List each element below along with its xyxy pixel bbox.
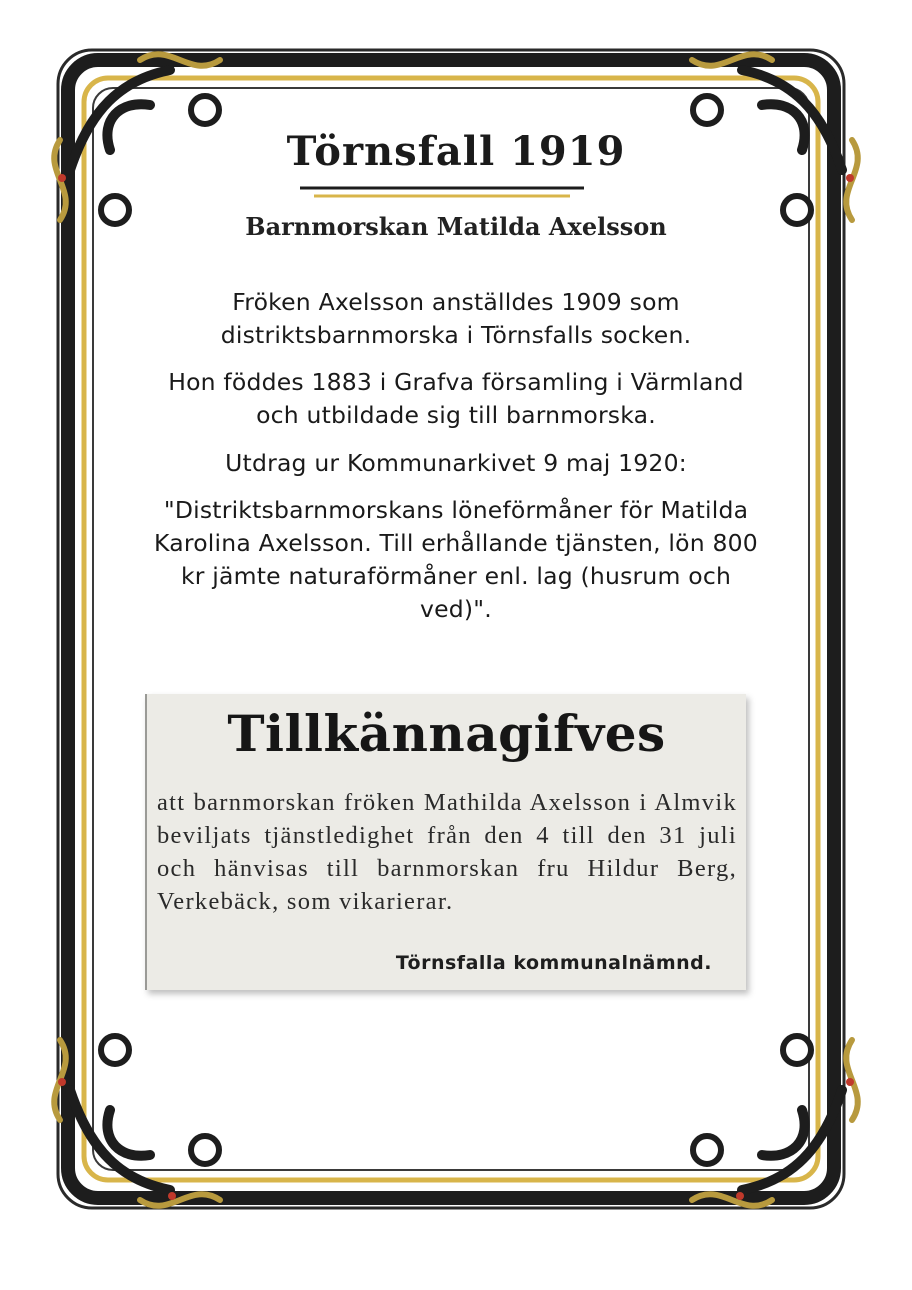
newspaper-clipping xyxy=(145,694,746,990)
paragraph-archive-intro: Utdrag ur Kommunarkivet 9 maj 1920: xyxy=(225,449,687,477)
clipping-signature: Törnsfalla kommunalnämnd. xyxy=(395,952,712,974)
page-subtitle: Barnmorskan Matilda Axelsson xyxy=(245,212,667,241)
paragraph-archive-quote: "Distriktsbarnmorskans löneförmåner för Matilda Karolina Axelsson. Till erhållande tjänsten, lön 800 kr jämte naturaförmåner enl. lag (husrum och ved)". xyxy=(154,496,758,623)
paragraph-employment: Fröken Axelsson anställdes 1909 som distriktsbarnmorska i Törnsfalls socken. xyxy=(220,288,692,349)
clipping-body: att barnmorskan fröken Mathilda Axelsson i Almvik beviljats tjänstledighet från den 4 till den 31 juli och hänvisas till barnmorskan fru Hildur Berg, Verkebäck, som vikarierar. xyxy=(157,789,737,915)
paragraph-birth: Hon föddes 1883 i Grafva församling i Värmland och utbildade sig till barnmorska. xyxy=(168,368,744,429)
clipping-heading: Tillkännagifves xyxy=(227,704,666,763)
page-title: Törnsfall 1919 xyxy=(286,128,626,175)
